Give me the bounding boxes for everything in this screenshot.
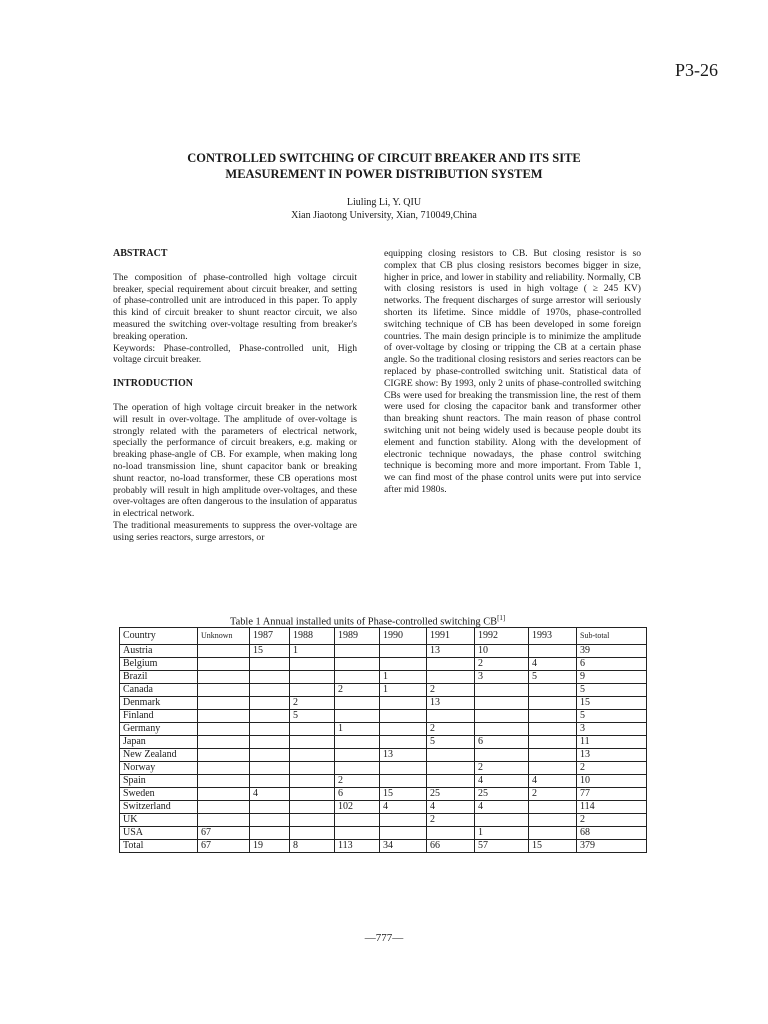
value-cell [250,762,290,775]
value-cell: 1 [335,723,380,736]
value-cell [529,710,577,723]
column-header: 1987 [250,628,290,645]
value-cell [529,697,577,710]
value-cell [529,749,577,762]
value-cell [529,801,577,814]
value-cell: 11 [577,736,647,749]
value-cell: 9 [577,671,647,684]
value-cell: 102 [335,801,380,814]
value-cell: 67 [198,827,250,840]
column-header: 1991 [427,628,475,645]
value-cell [198,658,250,671]
value-cell [198,736,250,749]
value-cell [290,814,335,827]
value-cell [290,671,335,684]
value-cell [290,658,335,671]
country-cell: Austria [120,645,198,658]
table-row [120,645,647,658]
value-cell [380,827,427,840]
value-cell [250,671,290,684]
value-cell: 2 [335,775,380,788]
value-cell [250,684,290,697]
value-cell: 13 [427,645,475,658]
right-column-text: equipping closing resistors to CB. But closing resistor is so complex that CB plus closing resistors becomes bigger in size, higher in price, and lower in stability and reliability. Normally, CB with closing resistors is used in high voltage ( ≥ 245 KV) networks. The frequent discharges of surge arrestor will seriously shorten its lifetime. Since middle of 1970s, phase-controlled switching technique of CB has been developed in some foreign countries. The main design principle is to minimize the amplitude of over-voltage by closing or tripping the CB at a certain phase angle. So the traditional closing resistors and series reactors can be replaced by phase-controlled switching unit. Statistical data of CIGRE show: By 1993, only 2 units of phase-controlled switching CBs were used for breaking the transmission line, the rest of them were used for closing the capacitor bank and transformer other than breaking shunt reactors. The main reason of phase control switching unit not being widely used is because people doubt its element and function stability. Along with the development of electronic technique nowadays, the phase control switching technique is becoming more and more important. From Table 1, we can find most of the phase control units were put into service after mid 1980s. [384,248,641,495]
value-cell [529,762,577,775]
value-cell: 5 [427,736,475,749]
table-row [120,684,647,697]
value-cell [250,658,290,671]
table-row [120,697,647,710]
value-cell: 1 [380,684,427,697]
paper-title [0,150,768,182]
value-cell: 15 [250,645,290,658]
value-cell: 6 [335,788,380,801]
value-cell [529,645,577,658]
column-header: 1992 [475,628,529,645]
abstract-text: The composition of phase-controlled high voltage circuit breaker, special requirement about circuit breaker, and setting of phase-controlled unit are introduced in this paper. To apply this kind of circuit breaker to shunt reactor circuit, we also measured the switching over-voltage resulting from breaker's breaking operation. [113,271,357,342]
value-cell [427,762,475,775]
value-cell: 2 [529,788,577,801]
country-cell: Germany [120,723,198,736]
table-row [120,801,647,814]
value-cell [198,645,250,658]
table-row [120,775,647,788]
table-row [120,814,647,827]
value-cell [198,749,250,762]
authors: Liuling Li, Y. QIU [346,197,422,208]
value-cell: 10 [475,645,529,658]
value-cell: 66 [427,840,475,853]
value-cell: 15 [380,788,427,801]
country-cell: Sweden [120,788,198,801]
value-cell [198,684,250,697]
value-cell [290,736,335,749]
value-cell [198,788,250,801]
value-cell [380,658,427,671]
value-cell [335,762,380,775]
value-cell [529,684,577,697]
introduction-heading: INTRODUCTION [113,378,194,390]
country-cell: Canada [120,684,198,697]
value-cell: 34 [380,840,427,853]
value-cell: 8 [290,840,335,853]
value-cell [475,749,529,762]
left-column [113,248,357,544]
value-cell: 67 [198,840,250,853]
table-row [120,736,647,749]
column-header: 1988 [290,628,335,645]
right-column [384,248,641,496]
installed-units-table [119,627,647,853]
value-cell: 4 [427,801,475,814]
value-cell: 5 [577,710,647,723]
value-cell [475,684,529,697]
value-cell [250,710,290,723]
title-line-2: MEASUREMENT IN POWER DISTRIBUTION SYSTEM [225,167,543,181]
value-cell [335,658,380,671]
value-cell [250,801,290,814]
value-cell: 3 [475,671,529,684]
value-cell [250,723,290,736]
value-cell [290,723,335,736]
value-cell [427,749,475,762]
value-cell: 6 [475,736,529,749]
value-cell [290,762,335,775]
country-cell: Norway [120,762,198,775]
country-cell: Total [120,840,198,853]
value-cell: 2 [475,762,529,775]
value-cell: 25 [427,788,475,801]
table-caption [230,614,505,627]
value-cell: 10 [577,775,647,788]
value-cell [290,749,335,762]
value-cell: 2 [427,684,475,697]
value-cell [427,658,475,671]
value-cell [380,645,427,658]
value-cell [380,762,427,775]
country-cell: Brazil [120,671,198,684]
introduction-text-2: The traditional measurements to suppress the over-voltage are using series reactors, surge arrestors, or [113,519,357,543]
value-cell [290,775,335,788]
introduction-text: The operation of high voltage circuit breaker in the network will result in over-voltage. The amplitude of over-voltage is strongly related with the parameters of electrical network, specially the performance of circuit breakers, e.g. making or breaking phase-angle of CB. For example, when making long no-load transmission line, shunt capacitor bank or breaking shunt reactor, no-load transformer, these CB operations most probably will result in high amplitude over-voltages, and these over-voltages are often dangerous to the insulation of apparatus in electrical network. [113,401,357,520]
value-cell: 113 [335,840,380,853]
value-cell [250,749,290,762]
table-row [120,762,647,775]
table-header-row [120,628,647,645]
value-cell [475,710,529,723]
value-cell: 5 [290,710,335,723]
country-cell: Switzerland [120,801,198,814]
author-block [0,196,768,222]
value-cell [250,775,290,788]
value-cell [250,827,290,840]
country-cell: Belgium [120,658,198,671]
value-cell: 4 [250,788,290,801]
value-cell: 4 [380,801,427,814]
column-header: Unknown [198,628,250,645]
value-cell: 6 [577,658,647,671]
value-cell [380,697,427,710]
value-cell [427,827,475,840]
table-row [120,658,647,671]
country-cell: UK [120,814,198,827]
value-cell [529,827,577,840]
value-cell: 4 [529,658,577,671]
value-cell [427,671,475,684]
value-cell: 25 [475,788,529,801]
value-cell: 2 [290,697,335,710]
value-cell [290,801,335,814]
value-cell: 2 [475,658,529,671]
column-header: Country [120,628,198,645]
value-cell: 5 [529,671,577,684]
value-cell: 15 [577,697,647,710]
value-cell [250,736,290,749]
value-cell [380,710,427,723]
value-cell: 3 [577,723,647,736]
value-cell: 114 [577,801,647,814]
value-cell [380,736,427,749]
country-cell: New Zealand [120,749,198,762]
country-cell: Finland [120,710,198,723]
value-cell: 2 [427,723,475,736]
table-caption-text: Table 1 Annual installed units of Phase-controlled switching CB [230,616,498,628]
value-cell [198,671,250,684]
value-cell: 13 [427,697,475,710]
value-cell [290,788,335,801]
value-cell: 57 [475,840,529,853]
value-cell [335,827,380,840]
value-cell: 5 [577,684,647,697]
value-cell: 1 [475,827,529,840]
value-cell [198,775,250,788]
column-header: 1993 [529,628,577,645]
table-row [120,827,647,840]
value-cell [380,775,427,788]
affiliation: Xian Jiaotong University, Xian, 710049,China [291,210,477,221]
country-cell: Japan [120,736,198,749]
value-cell: 1 [290,645,335,658]
value-cell [475,697,529,710]
value-cell [198,723,250,736]
page-number: —777— [364,932,404,944]
value-cell: 13 [577,749,647,762]
value-cell [290,827,335,840]
value-cell [427,710,475,723]
value-cell [250,814,290,827]
value-cell: 68 [577,827,647,840]
value-cell [475,814,529,827]
table-row [120,788,647,801]
value-cell [198,801,250,814]
keywords: Keywords: Phase-controlled, Phase-controlled unit, High voltage circuit breaker. [113,342,357,366]
country-cell: Denmark [120,697,198,710]
value-cell: 2 [335,684,380,697]
value-cell [335,671,380,684]
value-cell [335,710,380,723]
value-cell [529,814,577,827]
table-row [120,723,647,736]
value-cell [335,736,380,749]
value-cell [475,723,529,736]
table-row [120,749,647,762]
value-cell: 4 [475,775,529,788]
value-cell [335,697,380,710]
value-cell [529,736,577,749]
value-cell: 4 [529,775,577,788]
value-cell [335,645,380,658]
page-id: P3-26 [674,60,718,80]
value-cell [198,697,250,710]
value-cell [427,775,475,788]
abstract-heading: ABSTRACT [113,248,168,259]
value-cell [198,762,250,775]
table-body [120,645,647,853]
value-cell: 2 [577,762,647,775]
column-header: 1989 [335,628,380,645]
value-cell: 4 [475,801,529,814]
country-cell: USA [120,827,198,840]
value-cell [290,684,335,697]
value-cell: 15 [529,840,577,853]
value-cell: 2 [427,814,475,827]
value-cell [335,814,380,827]
value-cell: 379 [577,840,647,853]
value-cell [250,697,290,710]
value-cell: 13 [380,749,427,762]
value-cell: 2 [577,814,647,827]
value-cell [198,710,250,723]
table-row [120,671,647,684]
value-cell: 39 [577,645,647,658]
value-cell [380,814,427,827]
value-cell [380,723,427,736]
country-cell: Spain [120,775,198,788]
table-caption-ref: [1] [497,614,506,622]
column-header: 1990 [380,628,427,645]
value-cell: 77 [577,788,647,801]
value-cell [335,749,380,762]
table-row [120,710,647,723]
title-line-1: CONTROLLED SWITCHING OF CIRCUIT BREAKER AND ITS SITE [187,151,581,165]
value-cell [529,723,577,736]
value-cell: 19 [250,840,290,853]
value-cell [198,814,250,827]
value-cell: 1 [380,671,427,684]
column-header: Sub-total [577,628,647,645]
table-row [120,840,647,853]
